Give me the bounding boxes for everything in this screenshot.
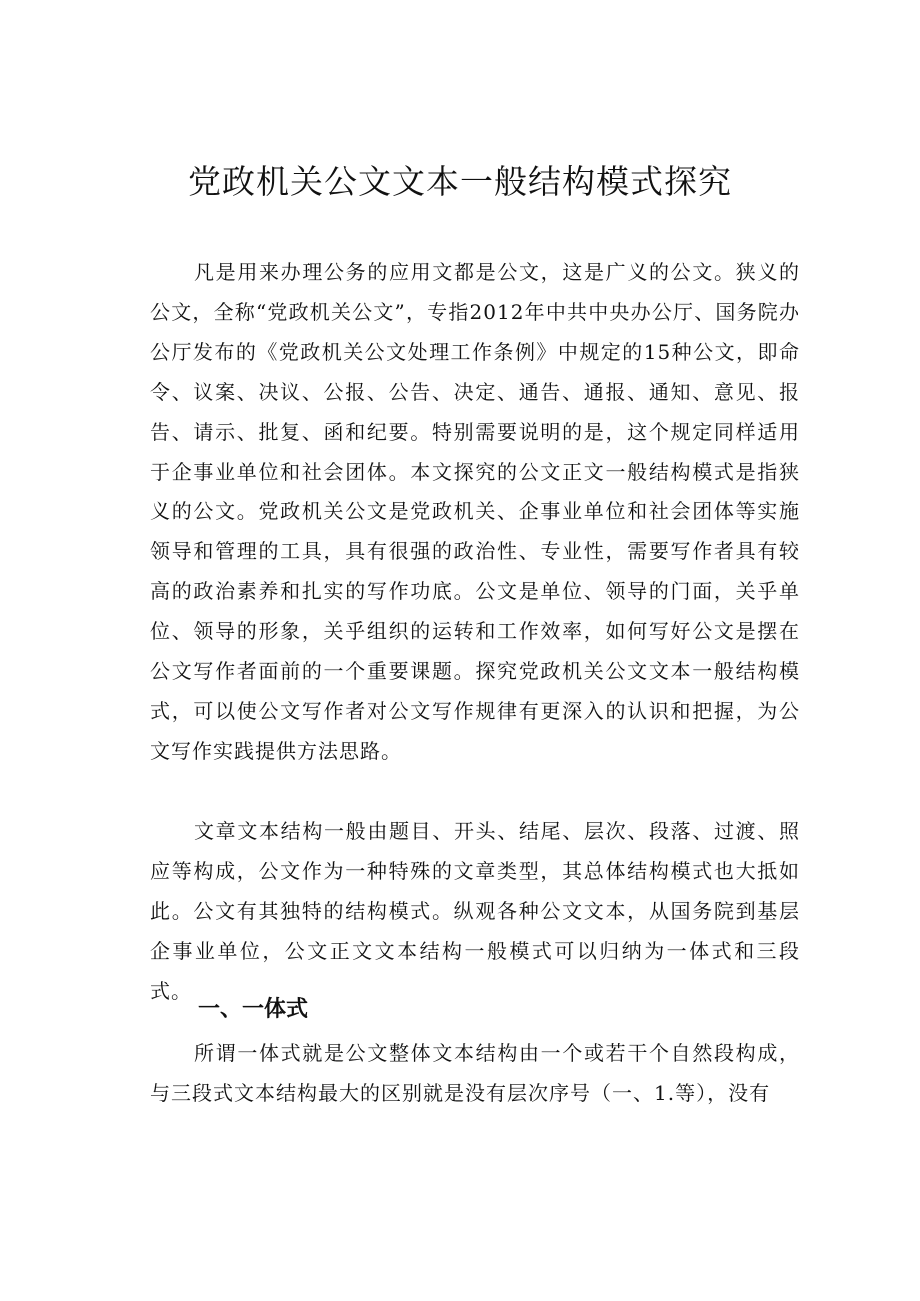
section-heading: 一、一体式 <box>198 997 309 1022</box>
paragraph-text: 文章文本结构一般由题目、开头、结尾、层次、段落、过渡、照应等构成，公文作为一种特殊的文章类型，其总体结构模式也大抵如此。公文有其独特的结构模式。纵观各种公文文本，从国务院到基层企事业单位，公文正文文本结构一般模式可以归纳为一体式和三段式。 <box>150 819 800 1003</box>
document-title: 党政机关公文文本一般结构模式探究 <box>188 162 732 201</box>
paragraph-text: 凡是用来办理公务的应用文都是公文，这是广义的公文。狭义的公文，全称“党政机关公文”，专指2012年中共中央办公厅、国务院办公厅发布的《党政机关公文处理工作条例》中规定的15种公文，即命令、议案、决议、公报、公告、决定、通告、通报、通知、意见、报告、请示、批复、函和纪要。特别需要说明的是，这个规定同样适用于企事业单位和社会团体。本文探究的公文正文一般结构模式是指狭义的公文。党政机关公文是党政机关、企事业单位和社会团体等实施领导和管理的工具，具有很强的政治性、专业性，需要写作者具有较高的政治素养和扎实的写作功底。公文是单位、领导的门面，关乎单位、领导的形象，关乎组织的运转和工作效率，如何写好公文是摆在公文写作者面前的一个重要课题。探究党政机关公文文本一般结构模式，可以使公文写作者对公文写作规律有更深入的认识和把握，为公文写作实践提供方法思路。 <box>150 260 800 763</box>
paragraph-structure <box>150 812 800 1012</box>
paragraph-section-one <box>150 1034 800 1114</box>
paragraph-text: 所谓一体式就是公文整体文本结构由一个或若干个自然段构成，与三段式文本结构最大的区别就是没有层次序号（一、1.等），没有 <box>150 1041 800 1105</box>
paragraph-intro <box>150 253 800 772</box>
